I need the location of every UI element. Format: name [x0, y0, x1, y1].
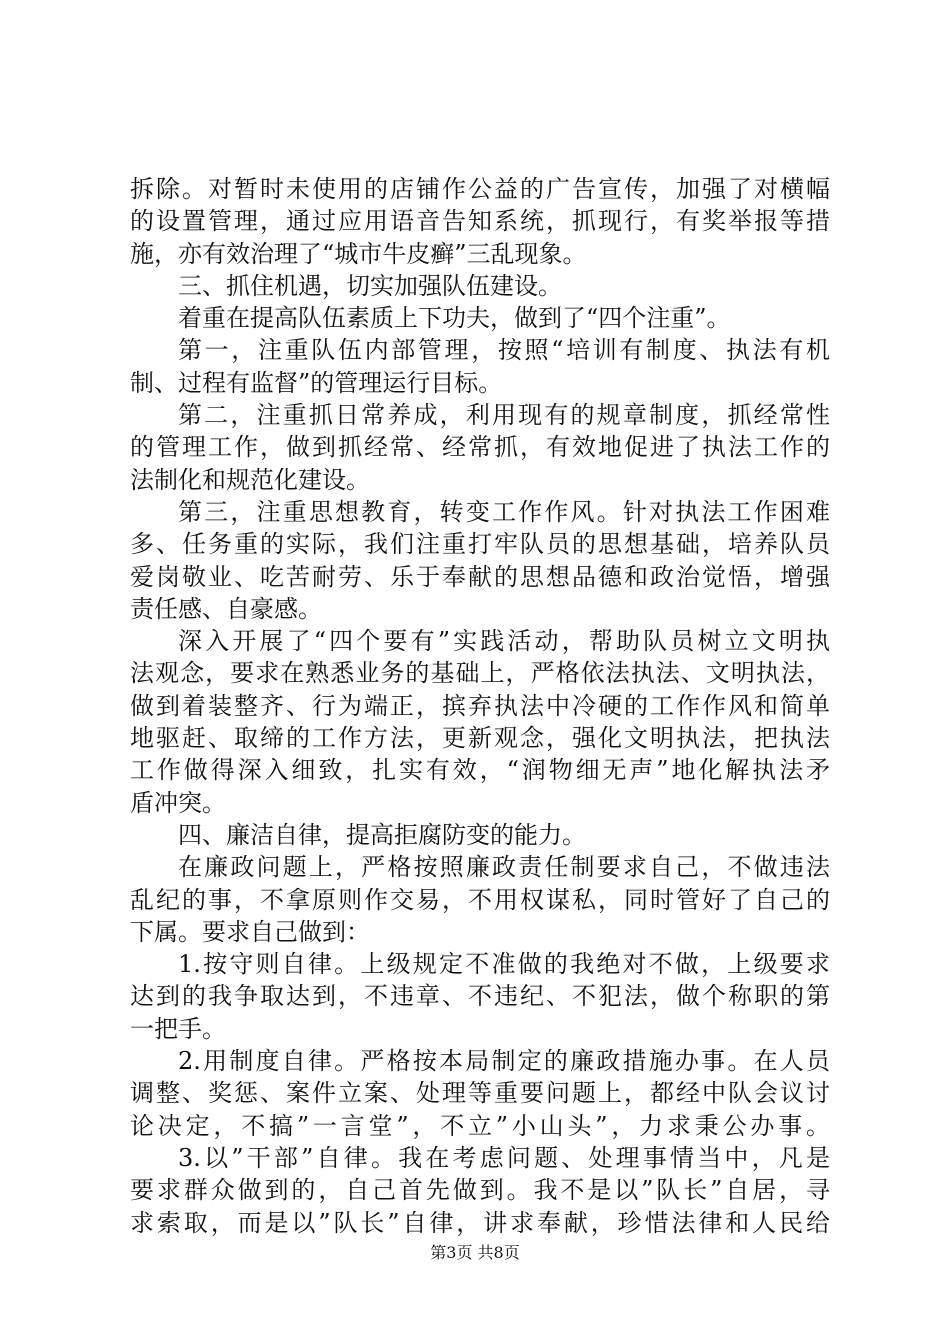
text-line: 拆除。对暂时未使用的店铺作公益的广告宣传，加强了对横幅 — [130, 175, 830, 203]
text-line: 第二，注重抓日常养成，利用现有的规章制度，抓经常性 — [178, 401, 830, 430]
text-line: 求索取，而是以”队长”自律，讲求奉献，珍惜法律和人民给 — [130, 1208, 830, 1237]
text-line: 四、廉洁自律，提高拒腐防变的能力。 — [178, 820, 586, 849]
text-line: 的管理工作，做到抓经常、经常抓，有效地促进了执法工作的 — [130, 433, 830, 462]
text-line: 三、抓住机遇，切实加强队伍建设。 — [178, 271, 562, 300]
text-line: 调整、奖惩、案件立案、处理等重要问题上，都经中队会议讨 — [130, 1079, 830, 1108]
text-line: 的设置管理，通过应用语音告知系统，抓现行，有奖举报等措 — [130, 207, 830, 236]
text-line: 地驱赶、取缔的工作方法，更新观念，强化文明执法，把执法 — [130, 724, 830, 753]
text-line: 法观念，要求在熟悉业务的基础上，严格依法执法、文明执法， — [130, 659, 830, 688]
page-footer: 第3页 共8页 — [430, 1243, 520, 1262]
text-line: 在廉政问题上，严格按照廉政责任制要求自己，不做违法 — [178, 853, 830, 882]
text-line: 乱纪的事，不拿原则作交易，不用权谋私，同时管好了自己的 — [130, 885, 830, 914]
text-line: 做到着装整齐、行为端正，摈弃执法中冷硬的工作作风和简单 — [130, 691, 830, 720]
text-line: 爱岗敬业、吃苦耐劳、乐于奉献的思想品德和政治觉悟，增强 — [130, 562, 830, 591]
text-line: 要求群众做到的，自己首先做到。我不是以”队长”自居，寻 — [130, 1176, 830, 1205]
text-line: 3.以”干部”自律。我在考虑问题、处理事情当中，凡是 — [178, 1143, 830, 1172]
text-line: 着重在提高队伍素质上下功夫，做到了“四个注重”。 — [178, 304, 731, 333]
text-line: 1.按守则自律。上级规定不准做的我绝对不做，上级要求 — [178, 950, 830, 979]
text-line: 达到的我争取达到，不违章、不违纪、不犯法，做个称职的第 — [130, 982, 830, 1011]
text-line: 下属。要求自己做到： — [130, 917, 370, 946]
text-line: 法制化和规范化建设。 — [130, 465, 370, 494]
text-line: 2.用制度自律。严格按本局制定的廉政措施办事。在人员 — [178, 1047, 830, 1076]
document-body — [130, 173, 830, 1239]
text-line: 第一，注重队伍内部管理，按照“培训有制度、执法有机 — [178, 336, 830, 365]
text-line: 多、任务重的实际，我们注重打牢队员的思想基础，培养队员 — [130, 530, 830, 559]
text-line: 论决定，不搞”一言堂”，不立”小山头”，力求秉公办事。 — [130, 1111, 830, 1140]
text-line: 工作做得深入细致，扎实有效，“润物细无声”地化解执法矛 — [130, 756, 830, 785]
text-line: 施，亦有效治理了“城市牛皮癣”三乱现象。 — [130, 239, 587, 268]
text-line: 制、过程有监督”的管理运行目标。 — [130, 368, 503, 397]
text-line: 第三，注重思想教育，转变工作作风。针对执法工作困难 — [178, 497, 830, 526]
text-line: 深入开展了“四个要有”实践活动，帮助队员树立文明执 — [178, 627, 830, 656]
text-line: 一把手。 — [130, 1014, 226, 1043]
text-line: 盾冲突。 — [130, 788, 226, 817]
text-line: 责任感、自豪感。 — [130, 594, 322, 623]
